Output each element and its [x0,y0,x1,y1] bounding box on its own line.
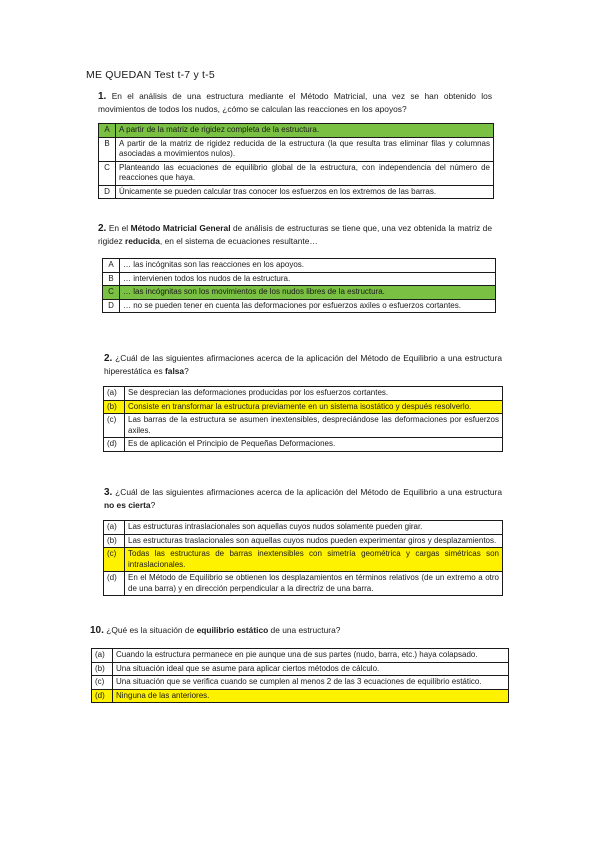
question-text-pre: En el [108,223,131,233]
option-text: Todas las estructuras de barras inextensibles con simetría geométrica y cargas simétricas son intraslacionales. [125,548,503,572]
option-text: … intervienen todos los nudos de la estructura. [120,272,496,286]
option-text: En el Método de Equilibrio se obtienen los desplazamientos en términos relativos (de un extremo a otro de una barra) y en dirección perpendicular a la directriz de una barra. [125,572,503,596]
options-table-3 [103,386,503,452]
question-text-post: , en el sistema de ecuaciones resultante… [159,236,318,246]
option-letter: (b) [92,662,113,676]
option-row[interactable] [99,137,494,161]
option-row[interactable] [104,387,503,401]
option-letter: (d) [104,438,125,452]
option-letter: (a) [104,387,125,401]
question-number: 10. [90,625,104,636]
option-text: Únicamente se pueden calcular tras conocer los esfuerzos en los extremos de las barras. [116,185,494,199]
option-text: Es de aplicación el Principio de Pequeñas Deformaciones. [125,438,503,452]
option-row[interactable] [104,534,503,548]
option-row[interactable] [99,161,494,185]
option-text: Las barras de la estructura se asumen inextensibles, despreciándose las deformaciones por esfuerzos axiles. [125,414,503,438]
option-letter: B [103,272,120,286]
option-row[interactable] [104,521,503,535]
option-text: Se desprecian las deformaciones producidas por los esfuerzos cortantes. [125,387,503,401]
option-text: Consiste en transformar la estructura previamente en un sistema isostático y después resolverlo. [125,400,503,414]
question-2 [98,222,492,247]
question-text-bold: equilibrio estático [196,625,269,635]
question-text-pre: ¿Qué es la situación de [106,625,197,635]
question-text-bold: Método Matricial General [130,223,231,233]
option-text: Ninguna de las anteriores. [113,689,509,703]
option-letter: (a) [92,649,113,663]
option-row[interactable] [103,299,496,313]
options-table-4 [103,520,503,596]
option-text: Planteando las ecuaciones de equilibrio global de la estructura, con independencia del número de reacciones que haya. [116,161,494,185]
option-letter: A [99,124,116,138]
option-letter: (d) [104,572,125,596]
question-1 [98,90,492,115]
question-text-post: ? [150,500,156,510]
option-text: … las incógnitas son las reacciones en los apoyos. [120,259,496,273]
option-row[interactable] [103,272,496,286]
question-text-pre: ¿Cuál de las siguientes afirmaciones acerca de la aplicación del Método de Equilibrio a una estructura [115,487,502,497]
option-letter: (b) [104,400,125,414]
option-row[interactable] [92,676,509,690]
page-title: ME QUEDAN Test t-7 y t-5 [86,69,215,81]
option-row[interactable] [104,438,503,452]
question-text-post: de una estructura? [268,625,341,635]
option-text: Las estructuras traslacionales son aquellas cuyos nudos pueden experimentar giros y desplazamientos. [125,534,503,548]
option-text: Una situación que se verifica cuando se cumplen al menos 2 de las 3 ecuaciones de equilibrio estático. [113,676,509,690]
option-text: … las incógnitas son los movimientos de los nudos libres de la estructura. [120,286,496,300]
option-text: Cuando la estructura permanece en pie aunque una de sus partes (nudo, barra, etc.) haya colapsado. [113,649,509,663]
option-row[interactable] [92,649,509,663]
option-row[interactable] [99,185,494,199]
option-letter: (c) [104,548,125,572]
option-row[interactable] [104,400,503,414]
option-row[interactable] [104,572,503,596]
option-text: A partir de la matriz de rigidez completa de la estructura. [116,124,494,138]
option-row[interactable] [103,259,496,273]
options-table-2 [102,258,496,313]
option-letter: D [103,299,120,313]
option-text: Las estructuras intraslacionales son aquellas cuyos nudos solamente pueden girar. [125,521,503,535]
question-number: 1. [98,91,107,102]
option-text: … no se pueden tener en cuenta las deformaciones por esfuerzos axiles o esfuerzos cortantes. [120,299,496,313]
option-letter: D [99,185,116,199]
question-3 [104,352,502,377]
option-row[interactable] [104,548,503,572]
question-number: 3. [104,487,113,498]
question-number: 2. [104,353,113,364]
option-letter: (c) [92,676,113,690]
option-row[interactable] [92,662,509,676]
option-letter: (c) [104,414,125,438]
question-5 [90,624,500,637]
question-text-bold: no es cierta [104,500,151,510]
option-letter: C [103,286,120,300]
question-number: 2. [98,223,107,234]
question-text-pre: ¿Cuál de las siguientes afirmaciones acerca de la aplicación del Método de Equilibrio a una estructura hiperestática es [104,353,502,376]
option-row[interactable] [103,286,496,300]
question-text-bold: reducida [125,236,160,246]
question-text-bold: falsa [165,366,185,376]
option-letter: (b) [104,534,125,548]
option-row[interactable] [104,414,503,438]
option-letter: B [99,137,116,161]
option-row[interactable] [92,689,509,703]
options-table-5 [91,648,509,703]
option-text: A partir de la matriz de rigidez reducida de la estructura (la que resulta tras eliminar filas y columnas asociadas a movimientos nulos). [116,137,494,161]
option-letter: A [103,259,120,273]
question-text: En el análisis de una estructura mediante el Método Matricial, una vez se han obtenido los movimientos de todos los nudos, ¿cómo se calculan las reacciones en los apoyos? [98,91,493,114]
question-4 [104,486,502,511]
option-letter: C [99,161,116,185]
option-row[interactable] [99,124,494,138]
question-text-post: ? [184,366,189,376]
option-letter: (a) [104,521,125,535]
option-letter: (d) [92,689,113,703]
question-text-mid: de análisis de estructuras se tiene que, una vez obtenida la matriz de rigidez [98,223,493,246]
option-text: Una situación ideal que se asume para aplicar ciertos métodos de cálculo. [113,662,509,676]
options-table-1 [98,123,494,199]
